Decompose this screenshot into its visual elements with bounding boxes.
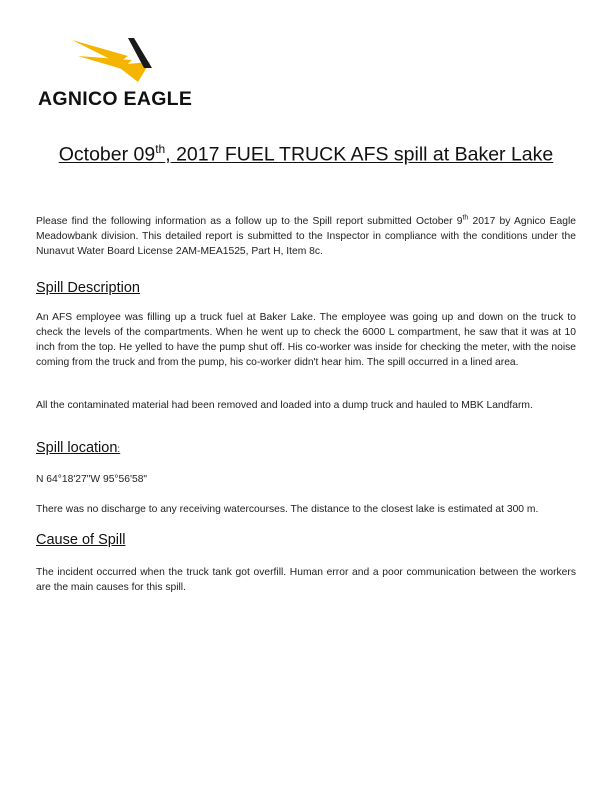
spill-description-heading: Spill Description	[36, 280, 140, 296]
spill-location-heading	[36, 440, 120, 456]
title-date: October 09	[58, 143, 156, 166]
company-name: AGNICO EAGLE	[38, 88, 193, 110]
spill-description-paragraph: An AFS employee was filling up a truck fuel at Baker Lake. The employee was going up and down on the truck to check the levels of the compartments. When he went up to check the 6000 L compartment, he saw that it was at 10 inch from the top. He yelled to have the pump shut off. His co-worker was inside for checking the meter, with the noise coming from the truck and from the pump, his co-worker didn't hear him. The spill occurred in a lined area.	[36, 312, 576, 368]
spill-location-heading-text: Spill location	[36, 440, 118, 456]
company-logo	[38, 36, 193, 110]
contaminated-material-paragraph: All the contaminated material had been removed and loaded into a dump truck and hauled to MBK Landfarm.	[36, 400, 533, 411]
cause-of-spill-paragraph: The incident occurred when the truck tank got overfill. Human error and a poor communication between the workers are the main causes for this spill.	[36, 567, 576, 593]
spill-coordinates: N 64°18'27"W 95°56'58"	[36, 474, 148, 485]
eagle-logo-icon	[70, 36, 170, 84]
title-text: , 2017 FUEL TRUCK AFS spill at Baker Lake	[165, 143, 554, 166]
intro-paragraph	[36, 214, 576, 259]
spill-location-paragraph: There was no discharge to any receiving watercourses. The distance to the closest lake is estimated at 300 m.	[36, 504, 539, 515]
title-date-suffix: th	[155, 142, 166, 156]
intro-date-suffix: th	[462, 214, 469, 222]
intro-text-start: Please find the following information as a follow up to the Spill report submitted October 9	[36, 216, 463, 227]
spill-location-colon: :	[117, 444, 121, 455]
intro-text-end: 2017 by Agnico Eagle Meadowbank division. This detailed report is submitted to the Inspector in compliance with the conditions under the Nunavut Water Board License 2AM-MEA1525, Part H, Item 8c.	[36, 216, 576, 257]
cause-of-spill-heading: Cause of Spill	[36, 532, 126, 548]
page-title	[0, 142, 612, 167]
